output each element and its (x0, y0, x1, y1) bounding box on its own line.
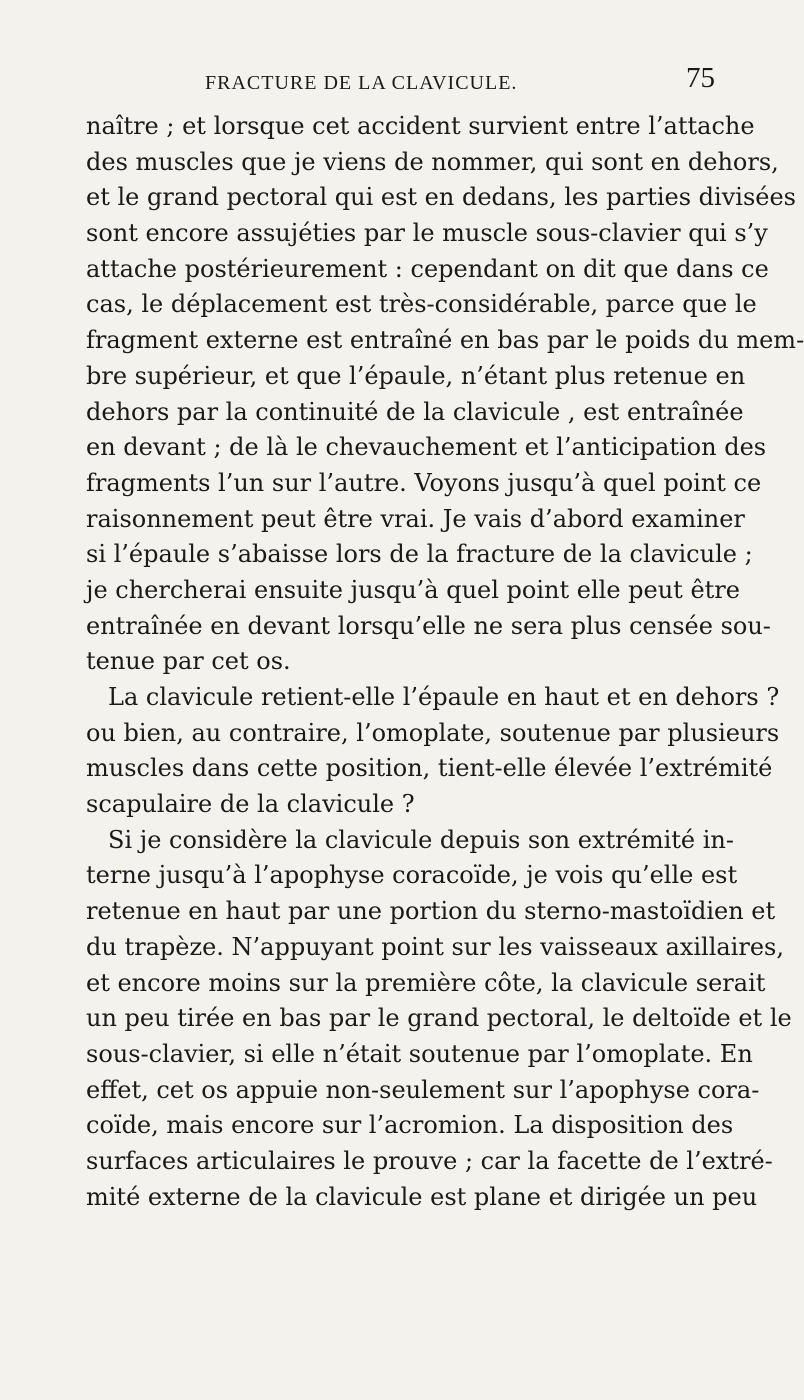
text-line: et encore moins sur la première côte, la clavicule serait (86, 968, 766, 997)
text-line: scapulaire de la clavicule ? (86, 790, 415, 819)
text-line: bre supérieur, et que l’épaule, n’étant plus retenue en (86, 361, 746, 390)
text-line: fragment externe est entraîné en bas par le poids du mem- (86, 326, 804, 355)
text-line: naître ; et lorsque cet accident survient entre l’attache (86, 112, 755, 140)
text-line: et le grand pectoral qui est en dedans, les parties divisées (86, 183, 796, 212)
text-line: mité externe de la clavicule est plane et dirigée un peu (86, 1182, 758, 1211)
running-title: FRACTURE DE LA CLAVICULE. (205, 72, 518, 94)
text-line: tenue par cet os. (86, 647, 291, 676)
text-line: raisonnement peut être vrai. Je vais d’abord examiner (86, 504, 745, 533)
text-line: La clavicule retient-elle l’épaule en haut et en dehors ? (108, 683, 780, 711)
text-line: si l’épaule s’abaisse lors de la fracture de la clavicule ; (86, 540, 753, 569)
text-line: du trapèze. N’appuyant point sur les vaisseaux axillaires, (86, 932, 784, 961)
text-line: terne jusqu’à l’apophyse coracoïde, je vois qu’elle est (86, 861, 738, 890)
text-line: sont encore assujéties par le muscle sous-clavier qui s’y (86, 219, 768, 248)
text-line: je chercherai ensuite jusqu’à quel point elle peut être (86, 575, 740, 604)
text-line: Si je considère la clavicule depuis son extrémité in- (108, 825, 734, 854)
text-line: attache postérieurement : cependant on dit que dans ce (86, 254, 769, 283)
text-line: coïde, mais encore sur l’acromion. La disposition des (86, 1111, 734, 1140)
page-header (205, 62, 715, 102)
text-line: surfaces articulaires le prouve ; car la facette de l’extré- (86, 1146, 773, 1175)
text-line: retenue en haut par une portion du sterno-mastoïdien et (86, 897, 776, 926)
text-line: ou bien, au contraire, l’omoplate, soutenue par plusieurs (86, 718, 780, 747)
text-line: cas, le déplacement est très-considérable, parce que le (86, 290, 757, 319)
page-number: 75 (686, 62, 715, 94)
body-text (86, 109, 804, 1215)
text-line: un peu tirée en bas par le grand pectoral, le deltoïde et le (86, 1004, 792, 1033)
text-line: sous-clavier, si elle n’était soutenue par l’omoplate. En (86, 1039, 753, 1068)
text-line: des muscles que je viens de nommer, qui sont en dehors, (86, 147, 779, 176)
text-line: en devant ; de là le chevauchement et l’anticipation des (86, 433, 767, 462)
text-line: effet, cet os appuie non-seulement sur l’apophyse cora- (86, 1075, 760, 1104)
text-line: entraînée en devant lorsqu’elle ne sera plus censée sou- (86, 611, 771, 640)
text-line: dehors par la continuité de la clavicule , est entraînée (86, 397, 744, 426)
text-line: muscles dans cette position, tient-elle élevée l’extrémité (86, 754, 773, 783)
text-line: fragments l’un sur l’autre. Voyons jusqu’à quel point ce (86, 468, 762, 497)
